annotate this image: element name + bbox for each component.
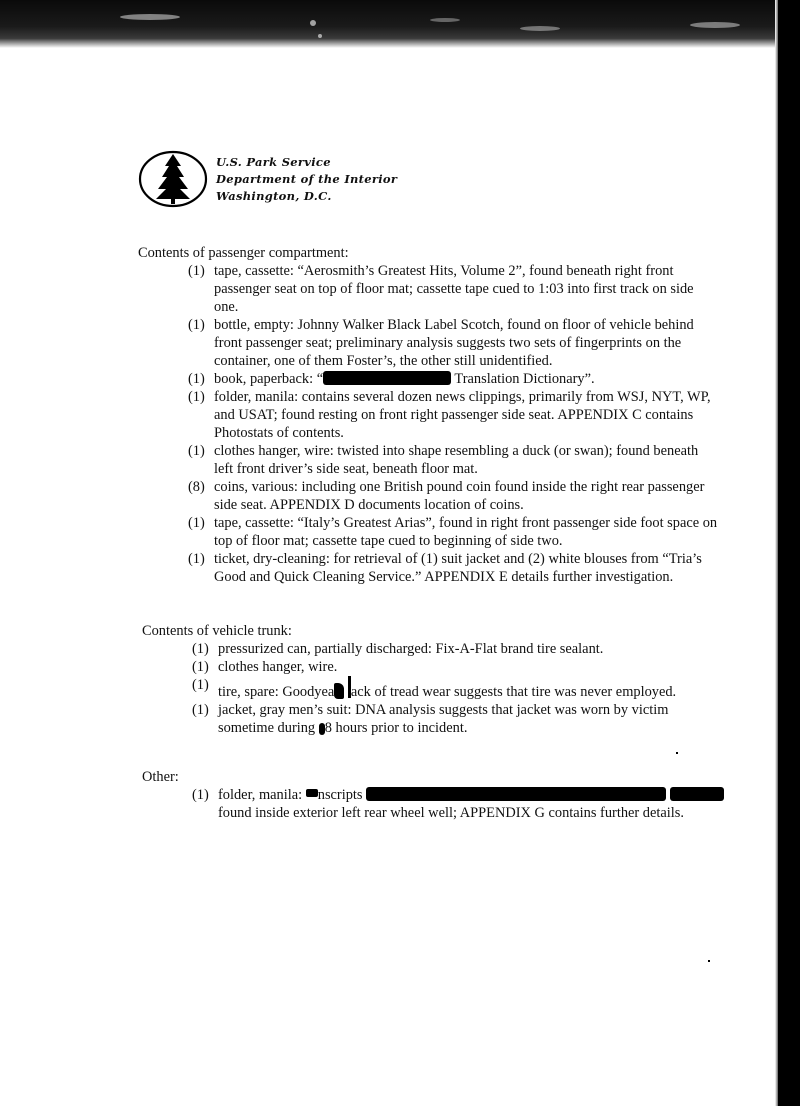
item-quantity: (1) xyxy=(188,389,205,405)
item-text-before-redaction: book, paperback: “ xyxy=(214,371,324,387)
scan-border-right xyxy=(778,0,800,1106)
list-item xyxy=(192,658,722,676)
item-quantity: (1) xyxy=(192,787,209,803)
item-description: clothes hanger, wire: twisted into shape resembling a duck (or swan); found beneath left front driver’s side seat, beneath floor mat. xyxy=(214,443,699,477)
list-item xyxy=(188,370,718,388)
list-item xyxy=(192,701,722,737)
scan-speck xyxy=(708,960,710,962)
item-text-after-redaction: found inside exterior left rear wheel well; APPENDIX G contains further details. xyxy=(218,805,684,821)
agency-line-3: Washington, D.C. xyxy=(216,189,332,203)
list-item xyxy=(192,786,752,822)
item-text-before-redaction: tire, spare: Goodyea xyxy=(218,684,335,700)
list-item xyxy=(192,676,722,701)
item-text-before-redaction: folder, manila: xyxy=(218,787,306,803)
item-description: tape, cassette: “Italy’s Greatest Arias”, found in right front passenger side foot space on top of floor mat; cassette tape cued to beginning of side two. xyxy=(214,515,718,549)
agency-line-1: U.S. Park Service xyxy=(216,155,331,169)
item-text-before-redaction: jacket, gray men’s suit: DNA analysis suggests that jacket was worn by victim sometime during xyxy=(218,702,669,736)
section-heading: Contents of passenger compartment: xyxy=(138,245,349,261)
item-quantity: (1) xyxy=(188,263,205,279)
section-other xyxy=(142,768,752,822)
section-passenger-compartment xyxy=(138,244,718,586)
item-description: coins, various: including one British pound coin found inside the right rear passenger side seat. APPENDIX D documents location of coins. xyxy=(214,479,705,513)
redaction-bar xyxy=(670,787,724,801)
item-quantity: (1) xyxy=(192,677,209,693)
item-quantity: (8) xyxy=(188,479,205,495)
list-item xyxy=(192,640,722,658)
item-quantity: (1) xyxy=(188,515,205,531)
list-item xyxy=(188,478,718,514)
section-heading: Other: xyxy=(142,769,179,785)
item-quantity: (1) xyxy=(188,551,205,567)
item-text-after-redaction: Translation Dictionary”. xyxy=(451,371,595,387)
item-quantity: (1) xyxy=(188,371,205,387)
item-description xyxy=(188,370,718,388)
section-vehicle-trunk xyxy=(142,622,722,737)
list-item xyxy=(188,550,718,586)
section-heading: Contents of vehicle trunk: xyxy=(142,623,292,639)
item-description: pressurized can, partially discharged: Fix-A-Flat brand tire sealant. xyxy=(218,641,604,657)
redaction-bar xyxy=(323,371,451,385)
list-item xyxy=(188,316,718,370)
scan-speck xyxy=(676,752,678,754)
item-description: bottle, empty: Johnny Walker Black Label Scotch, found on floor of vehicle behind front passenger seat; preliminary analysis suggests two sets of fingerprints on the container, one of them Foster’s, the other still unidentified. xyxy=(214,317,694,369)
list-item xyxy=(188,442,718,478)
item-description: ticket, dry-cleaning: for retrieval of (1) suit jacket and (2) white blouses from “Tria’s Good and Quick Cleaning Service.” APPENDIX E details further investigation. xyxy=(214,551,702,585)
agency-line-2: Department of the Interior xyxy=(216,172,398,186)
item-text-after-redaction: ack of tread wear suggests that tire was never employed. xyxy=(350,684,677,700)
pine-tree-seal-icon xyxy=(138,150,208,208)
item-description: tape, cassette: “Aerosmith’s Greatest Hits, Volume 2”, found beneath right front passenger seat on top of floor mat; cassette tape cued to 1:03 into first track on side one. xyxy=(214,263,694,315)
item-description xyxy=(192,676,722,701)
list-item xyxy=(188,388,718,442)
ink-blot xyxy=(334,683,344,699)
item-description: clothes hanger, wire. xyxy=(218,659,338,675)
item-description: folder, manila: contains several dozen news clippings, primarily from WSJ, NYT, WP, and USAT; found resting on front right passenger side seat. APPENDIX C contains Photostats of contents. xyxy=(214,389,711,441)
item-text-after-redaction: 8 hours prior to incident. xyxy=(324,720,468,736)
item-quantity: (1) xyxy=(192,659,209,675)
item-text-mid: nscripts xyxy=(317,787,367,803)
list-item xyxy=(188,514,718,550)
scan-border-top xyxy=(0,0,800,48)
item-quantity: (1) xyxy=(188,443,205,459)
item-description xyxy=(192,786,752,822)
item-description xyxy=(192,701,722,737)
agency-name xyxy=(216,154,436,205)
item-quantity: (1) xyxy=(188,317,205,333)
list-item xyxy=(188,262,718,316)
item-quantity: (1) xyxy=(192,702,209,718)
ink-blot xyxy=(306,789,318,797)
redaction-bar xyxy=(366,787,666,801)
item-quantity: (1) xyxy=(192,641,209,657)
